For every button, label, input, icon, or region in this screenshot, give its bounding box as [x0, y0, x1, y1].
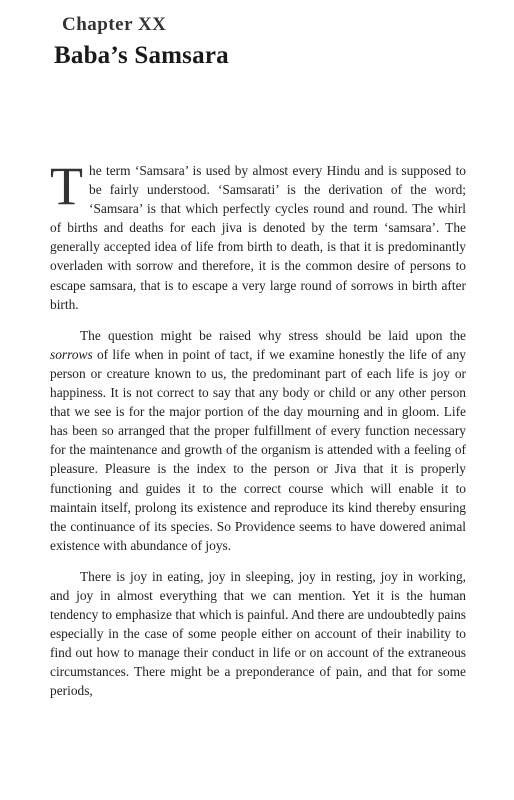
paragraph-3-text: There is joy in eating, joy in sleeping, joy in resting, joy in working, and joy in almost everything that we can mention. Yet it is the human tendency to emphasize that which is painful. And there are undoubtedly pains especially in the case of some people either on account of their inability to find out how to manage their conduct in life or on account of the extraneous circumstances. There might be a preponderance of pain, and that for some periods, [50, 568, 466, 699]
paragraph-1 [50, 156, 466, 314]
drop-cap: T [50, 156, 83, 216]
chapter-title: Baba’s Samsara [54, 42, 229, 69]
body-text [50, 156, 466, 701]
paragraph-1-text: he term ‘Samsara’ is used by almost every Hindu and is supposed to be fairly understood. ‘Samsarati’ is the derivation of the word; ‘Samsara’ is that which perfectly cycles round and round. The whirl of births and deaths for each jiva is denoted by the term ‘samsara’. The generally accepted idea of life from birth to death, is that it is predominantly overladen with sorrow and therefore, it is the common desire of persons to escape samsara, that is to escape a very large round of sorrows in birth after birth. [50, 163, 466, 312]
paragraph-2-text-after: of life when in point of tact, if we examine honestly the life of any person or creature known to us, the predominant part of each life is joy or happiness. It is not correct to say that any body or child or any other person that we see is for the major portion of the day mourning and in gloom. Life has been so arranged that the proper fulfillment of every function necessary for the maintenance and growth of the organism is attended with a feeling of pleasure. Pleasure is the index to the person or Jiva that it is properly functioning and guides it to the correct course which will enable it to maintain itself, prolong its existence and reproduce its kind thereby ensuring the continuance of its species. So Providence seems to have dowered animal existence with abundance of joys. [50, 346, 466, 553]
chapter-number: Chapter XX [62, 14, 167, 35]
paragraph-2-text-before: The question might be raised why stress should be laid upon the [80, 327, 466, 343]
paragraph-2 [50, 326, 466, 555]
paragraph-2-emphasis: sorrows [50, 346, 93, 362]
paragraph-3 [50, 567, 466, 701]
